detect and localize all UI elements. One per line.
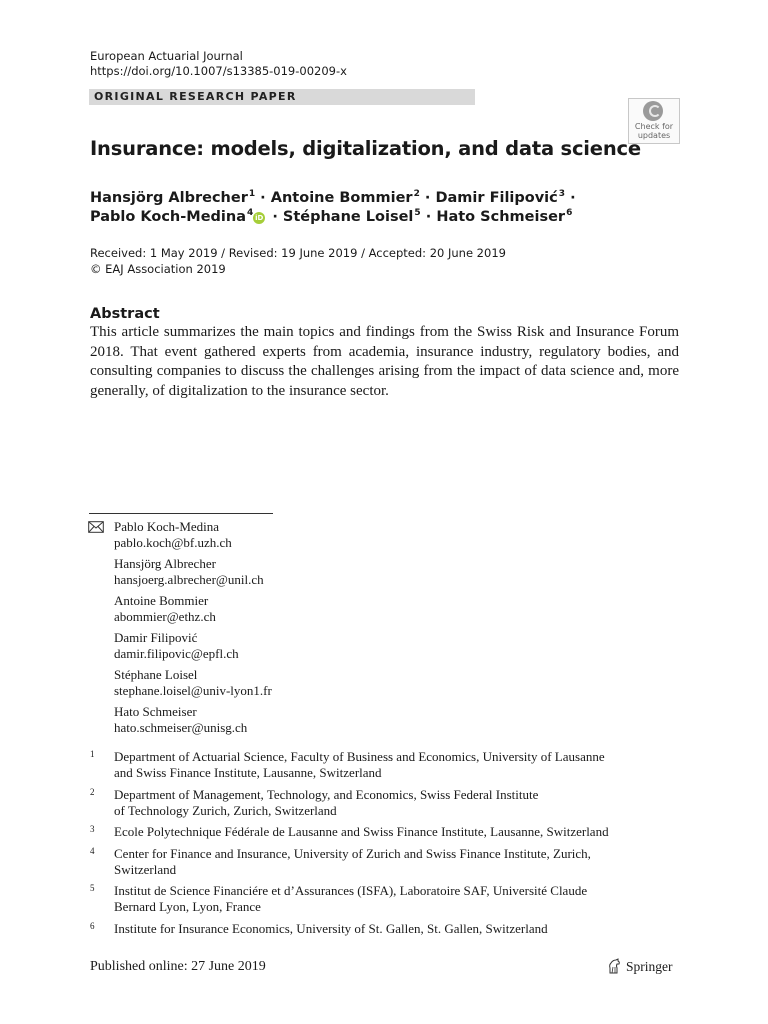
affiliation-line: Institut de Science Financiére et d’Assurances (ISFA), Laboratoire SAF, Université Claude: [114, 883, 588, 898]
affiliation-entry: [90, 749, 690, 781]
author-affil-ref: 5: [414, 208, 421, 218]
journal-doi[interactable]: https://doi.org/10.1007/s13385-019-00209-x: [90, 64, 347, 78]
author-name[interactable]: Stéphane Loisel: [282, 209, 414, 225]
contact-name: Antoine Bommier: [114, 593, 209, 608]
contact-entry: [114, 667, 272, 699]
author-separator: ·: [424, 190, 431, 206]
author-line-2: [90, 203, 572, 227]
contact-entry: [114, 519, 272, 551]
check-updates-icon: [643, 101, 663, 121]
author-name[interactable]: Damir Filipović: [435, 190, 558, 206]
orcid-icon[interactable]: iD: [255, 214, 264, 222]
copyright: © EAJ Association 2019: [90, 262, 226, 276]
affiliation-entry: [90, 787, 690, 819]
author-affil-ref: 6: [566, 208, 573, 218]
author-name[interactable]: Hansjörg Albrecher: [90, 190, 248, 206]
contact-name: Hansjörg Albrecher: [114, 556, 216, 571]
affiliation-number: 5: [90, 883, 95, 893]
affiliation-line: Department of Management, Technology, and Economics, Swiss Federal Institute: [114, 786, 539, 802]
author-name[interactable]: Antoine Bommier: [270, 190, 413, 206]
affiliation-number: 6: [90, 920, 95, 931]
affiliation-entry: [90, 883, 690, 915]
author-name[interactable]: Hato Schmeiser: [436, 209, 566, 225]
published-date: Published online: 27 June 2019: [90, 959, 266, 974]
paper-title: Insurance: models, digitalization, and data science: [90, 137, 641, 160]
author-affil-ref: 4: [246, 208, 254, 218]
author-affil-ref: 3: [558, 189, 566, 199]
contact-email[interactable]: hansjoerg.albrecher@unil.ch: [114, 572, 264, 587]
footnote-separator: [89, 513, 273, 514]
author-separator: ·: [260, 190, 266, 206]
affiliation-line: Ecole Polytechnique Fédérale de Lausanne and Swiss Finance Institute, Lausanne, Switzerland: [114, 824, 609, 839]
affiliation-line: Switzerland: [114, 861, 177, 877]
affiliation-entry: [90, 824, 690, 840]
abstract-text: This article summarizes the main topics and findings from the Swiss Risk and Insurance Forum 2018. That event gathered experts from academia, insurance industry, regulatory bodies, and consulting companies to discuss the challenges arising from the impact of data science and, more generally, of digitalization to the insurance sector.: [90, 324, 679, 399]
article-type-banner: [89, 89, 475, 105]
publisher-mark: [606, 958, 673, 975]
contact-email[interactable]: hato.schmeiser@unisg.ch: [114, 720, 248, 735]
affiliation-number: 1: [90, 749, 95, 759]
contact-entry: [114, 556, 272, 588]
author-name[interactable]: Pablo Koch-Medina: [90, 209, 246, 225]
history-dates: Received: 1 May 2019 / Revised: 19 June 2019 / Accepted: 20 June 2019: [90, 246, 506, 260]
contact-email[interactable]: pablo.koch@bf.uzh.ch: [114, 535, 232, 550]
contact-entry: [114, 630, 272, 662]
author-affil-ref: 2: [413, 189, 420, 199]
journal-name: European Actuarial Journal: [90, 49, 243, 63]
affiliation-line: Center for Finance and Insurance, University of Zurich and Swiss Finance Institute, Zurich,: [114, 845, 591, 861]
contact-email[interactable]: stephane.loisel@univ-lyon1.fr: [114, 683, 272, 698]
contact-name: Hato Schmeiser: [114, 704, 197, 719]
contact-email[interactable]: damir.filipovic@epfl.ch: [114, 646, 239, 661]
springer-horse-icon: [606, 958, 622, 974]
contact-name: Damir Filipović: [114, 630, 198, 645]
check-updates-label: Check for updates: [634, 122, 674, 140]
contact-email[interactable]: abommier@ethz.ch: [114, 609, 216, 624]
affiliation-list: [90, 749, 690, 942]
affiliation-number: 2: [90, 786, 95, 797]
envelope-icon: [88, 521, 104, 533]
affiliation-line: Department of Actuarial Science, Faculty of Business and Economics, University of Lausanne: [114, 749, 605, 764]
article-type-label: ORIGINAL RESEARCH PAPER: [94, 90, 297, 103]
affiliation-line: and Swiss Finance Institute, Lausanne, Switzerland: [114, 765, 382, 780]
abstract-heading: Abstract: [90, 306, 160, 322]
affiliation-line: Bernard Lyon, Lyon, France: [114, 899, 261, 914]
contact-list: [114, 519, 272, 741]
affiliation-entry: [90, 921, 690, 937]
dates-block: [90, 245, 506, 277]
author-affil-ref: 1: [248, 189, 256, 199]
affiliation-line: Institute for Insurance Economics, University of St. Gallen, St. Gallen, Switzerland: [114, 920, 548, 936]
author-separator: ·: [425, 209, 432, 225]
contact-entry: [114, 593, 272, 625]
journal-header: [90, 49, 347, 79]
contact-name: Pablo Koch-Medina: [114, 519, 220, 534]
author-separator: ·: [272, 209, 278, 225]
affiliation-line: of Technology Zurich, Zurich, Switzerland: [114, 802, 337, 818]
affiliation-entry: [90, 846, 690, 878]
affiliation-number: 4: [90, 845, 95, 856]
affiliation-number: 3: [90, 824, 95, 834]
contact-entry: [114, 704, 272, 736]
contact-name: Stéphane Loisel: [114, 667, 198, 682]
author-separator: ·: [570, 190, 576, 206]
publisher-name: Springer: [626, 959, 673, 974]
